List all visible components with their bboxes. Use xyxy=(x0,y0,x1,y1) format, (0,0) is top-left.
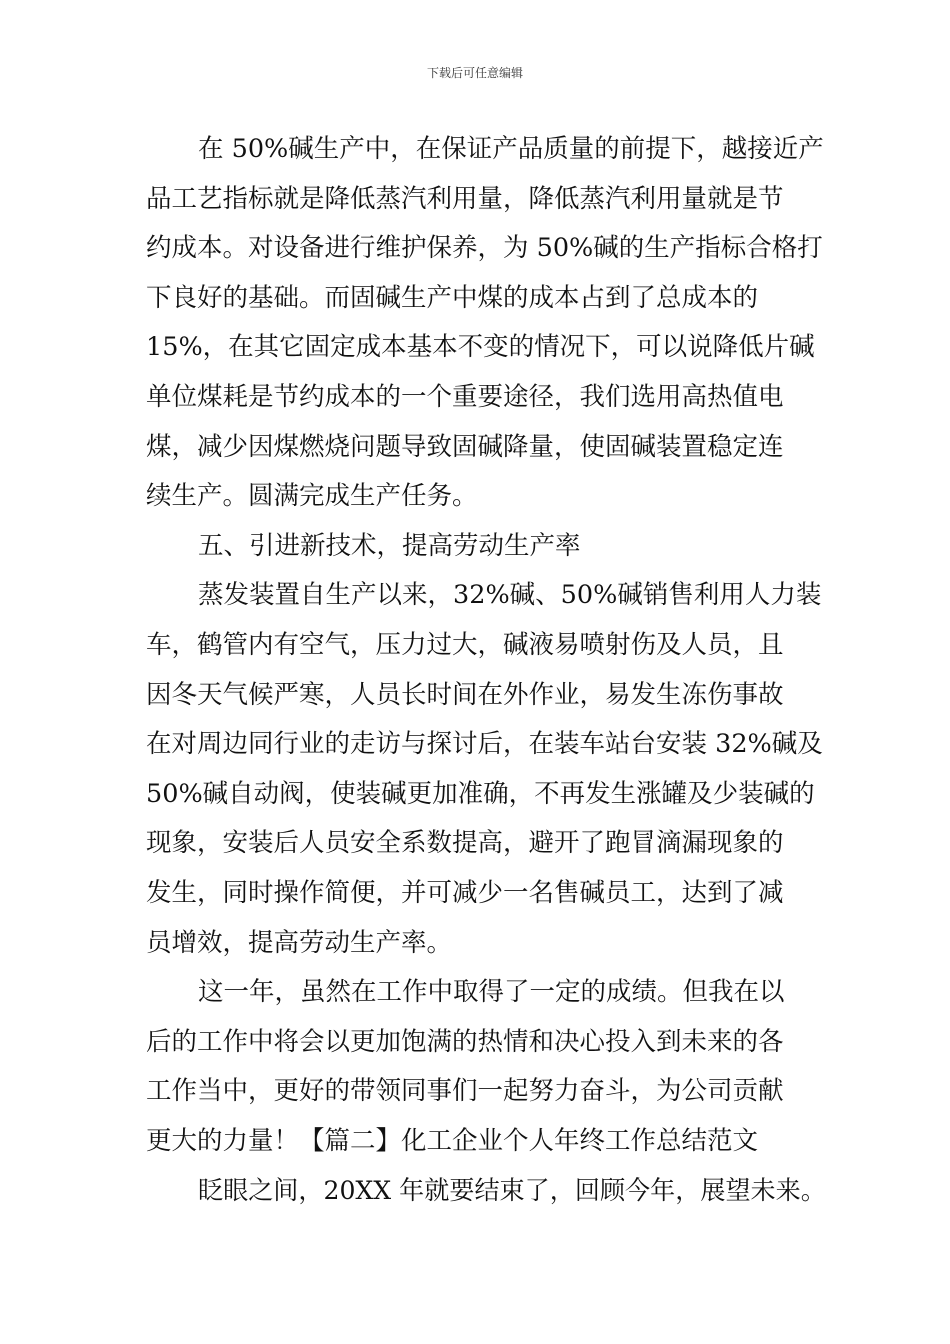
text-line: 这一年，虽然在工作中取得了一定的成绩。但我在以 xyxy=(198,977,785,1008)
text-line: 50%碱自动阀，使装碱更加准确，不再发生涨罐及少装碱的 xyxy=(146,778,815,809)
text-line: 发生，同时操作简便，并可减少一名售碱员工，达到了减 xyxy=(146,878,784,908)
text-line: 员增效，提高劳动生产率。 xyxy=(146,927,453,958)
text-line: 品工艺指标就是降低蒸汽利用量，降低蒸汽利用量就是节 xyxy=(146,183,784,214)
text-line: 在对周边同行业的走访与探讨后，在装车站台安装 32%碱及 xyxy=(146,729,823,760)
text-line: 更大的力量！【篇二】化工企业个人年终工作总结范文 xyxy=(146,1126,759,1156)
page-header: 下载后可任意编辑 xyxy=(426,66,523,80)
text-line: 蒸发装置自生产以来，32%碱、50%碱销售利用人力装 xyxy=(198,580,822,611)
text-line: 续生产。圆满完成生产任务。 xyxy=(146,481,478,512)
text-line: 约成本。对设备进行维护保养，为 50%碱的生产指标合格打 xyxy=(146,233,823,264)
text-line: 在 50%碱生产中，在保证产品质量的前提下，越接近产 xyxy=(198,134,824,164)
text-line: 工作当中，更好的带领同事们一起努力奋斗，为公司贡献 xyxy=(146,1076,784,1107)
text-line: 15%，在其它固定成本基本不变的情况下，可以说降低片碱 xyxy=(146,332,815,363)
text-line: 因冬天气候严寒，人员长时间在外作业，易发生冻伤事故 xyxy=(146,679,784,710)
section-heading: 五、引进新技术，提高劳动生产率 xyxy=(198,530,581,561)
text-line: 眨眼之间，20XX 年就要结束了，回顾今年，展望未来。 xyxy=(198,1175,826,1206)
text-line: 下良好的基础。而固碱生产中煤的成本占到了总成本的 xyxy=(146,282,759,313)
text-line: 煤，减少因煤燃烧问题导致固碱降量，使固碱装置稳定连 xyxy=(146,431,784,462)
text-line: 车，鹤管内有空气，压力过大，碱液易喷射伤及人员，且 xyxy=(146,630,784,660)
text-line: 现象，安装后人员安全系数提高，避开了跑冒滴漏现象的 xyxy=(146,828,784,859)
text-line: 后的工作中将会以更加饱满的热情和决心投入到未来的各 xyxy=(146,1026,784,1057)
text-line: 单位煤耗是节约成本的一个重要途径，我们选用高热值电 xyxy=(146,382,784,412)
